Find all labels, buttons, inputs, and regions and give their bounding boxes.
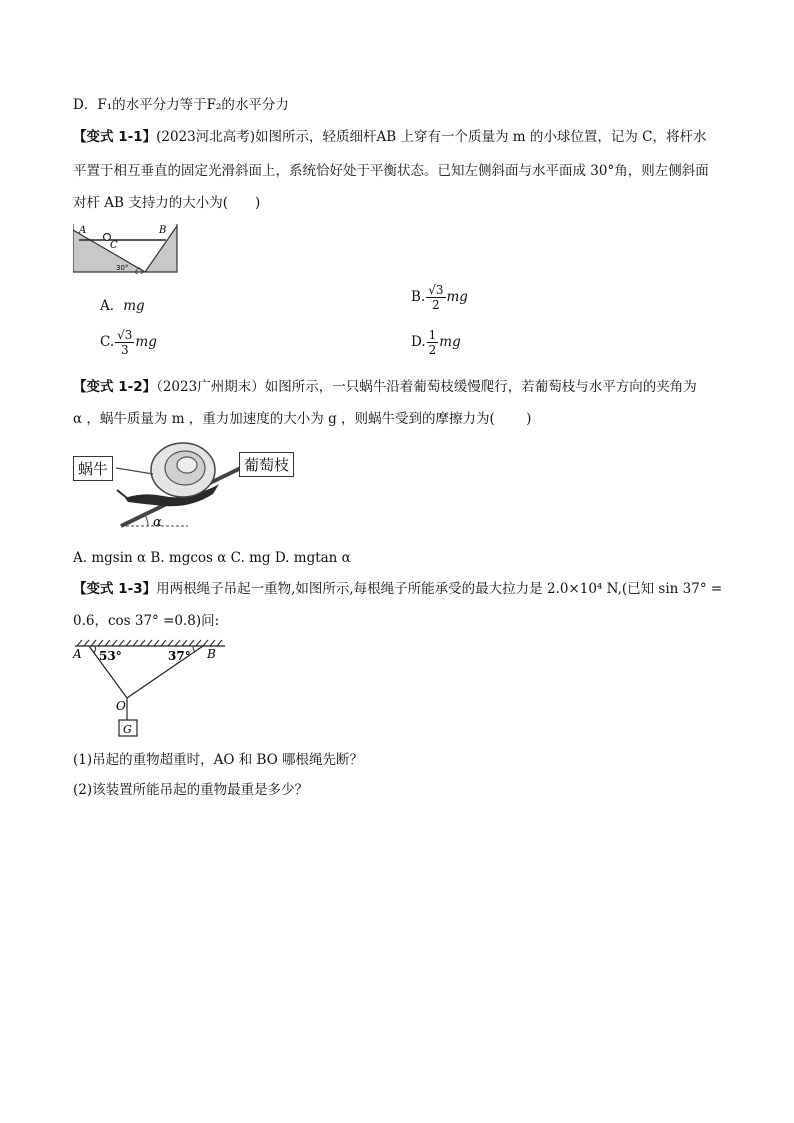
q11-tag: 【变式 1-1】 bbox=[73, 129, 157, 145]
q13-tag: 【变式 1-3】 bbox=[73, 581, 157, 597]
q12-line2: α ，蜗牛质量为 m ，重力加速度的大小为 g ，则蜗牛受到的摩擦力为( ) bbox=[73, 411, 532, 427]
q11-line1 bbox=[73, 128, 706, 146]
label-c: C bbox=[110, 240, 118, 251]
q11-line3: 对杆 AB 支持力的大小为( ) bbox=[73, 195, 261, 211]
q11-line1-text: (2023河北高考)如图所示，轻质细杆AB 上穿有一个质量为 m 的小球位置，记为 C，将杆水 bbox=[156, 129, 707, 145]
q13-sub2: (2)该装置所能吊起的重物最重是多少？ bbox=[73, 782, 309, 798]
option-d-prefix: D. bbox=[411, 334, 426, 350]
rope-bo bbox=[127, 646, 203, 698]
label-o: O bbox=[116, 699, 126, 713]
q12-line1 bbox=[73, 378, 697, 396]
option-c-fraction bbox=[115, 328, 134, 357]
label-g: G bbox=[123, 723, 132, 736]
option-d-fraction bbox=[427, 328, 439, 357]
q12-figure bbox=[73, 440, 303, 532]
option-c-suffix: mg bbox=[135, 334, 157, 350]
q11-option-d bbox=[411, 328, 461, 357]
option-d-line: D．F₁的水平分力等于F₂的水平分力 bbox=[73, 97, 289, 113]
q13-line1-text: 用两根绳子吊起一重物,如图所示,每根绳子所能承受的最大拉力是 2.0×10⁴ N,(已知 sin 37° = bbox=[156, 581, 723, 597]
option-b-suffix: mg bbox=[446, 289, 468, 305]
q13-line1 bbox=[73, 580, 722, 598]
q11-option-b bbox=[411, 283, 468, 312]
option-c-num: √3 bbox=[117, 328, 133, 342]
option-b-prefix: B. bbox=[411, 289, 426, 305]
q11-option-a bbox=[100, 294, 145, 314]
q12-line1-text: （2023广州期末）如图所示，一只蜗牛沿着葡萄枝缓慢爬行，若葡萄枝与水平方向的夹角为 bbox=[156, 379, 697, 395]
ceiling-hatch bbox=[77, 640, 222, 646]
q13-figure bbox=[73, 638, 233, 738]
label-b: B bbox=[159, 225, 167, 236]
arc-a bbox=[94, 646, 95, 653]
q13-line2: 0.6，cos 37° =0.8)问: bbox=[73, 613, 220, 629]
option-c-prefix: C. bbox=[100, 334, 115, 350]
snail-antenna bbox=[117, 490, 127, 498]
snail-label: 蜗牛 bbox=[73, 456, 113, 481]
option-b-num: √3 bbox=[428, 283, 444, 297]
option-d-suffix: mg bbox=[439, 334, 461, 350]
option-d-num: 1 bbox=[428, 328, 437, 342]
angle-arc bbox=[145, 515, 148, 526]
q11-option-c bbox=[100, 328, 157, 357]
option-a-prefix: A． bbox=[100, 298, 124, 314]
label-a: A bbox=[79, 225, 87, 236]
arc-b bbox=[193, 646, 195, 652]
option-d-den: 2 bbox=[428, 343, 437, 357]
q12-options: A. mgsin α B. mgcos α C. mg D. mgtan α bbox=[73, 550, 351, 566]
label-alpha: α bbox=[153, 515, 162, 530]
option-a-text: mg bbox=[123, 298, 145, 314]
q11-figure bbox=[73, 222, 181, 274]
branch-label: 葡萄枝 bbox=[239, 452, 294, 477]
label-angle-37: 37° bbox=[168, 649, 191, 663]
q11-line2: 平置于相互垂直的固定光滑斜面上，系统恰好处于平衡状态。已知左侧斜面与水平面成 30°角，则左侧斜面 bbox=[73, 163, 709, 179]
option-b-fraction bbox=[426, 283, 445, 312]
shell-whorl-2 bbox=[177, 457, 197, 473]
q13-sub1: (1)吊起的重物超重时，AO 和 BO 哪根绳先断？ bbox=[73, 752, 364, 768]
label-angle-53: 53° bbox=[99, 649, 122, 663]
snail-pointer bbox=[116, 468, 153, 474]
label-angle-30: 30° bbox=[116, 264, 129, 272]
label-b: B bbox=[207, 647, 216, 661]
option-b-den: 2 bbox=[432, 298, 440, 312]
label-a: A bbox=[73, 647, 82, 661]
q12-tag: 【变式 1-2】 bbox=[73, 379, 157, 395]
option-c-den: 3 bbox=[120, 343, 129, 357]
